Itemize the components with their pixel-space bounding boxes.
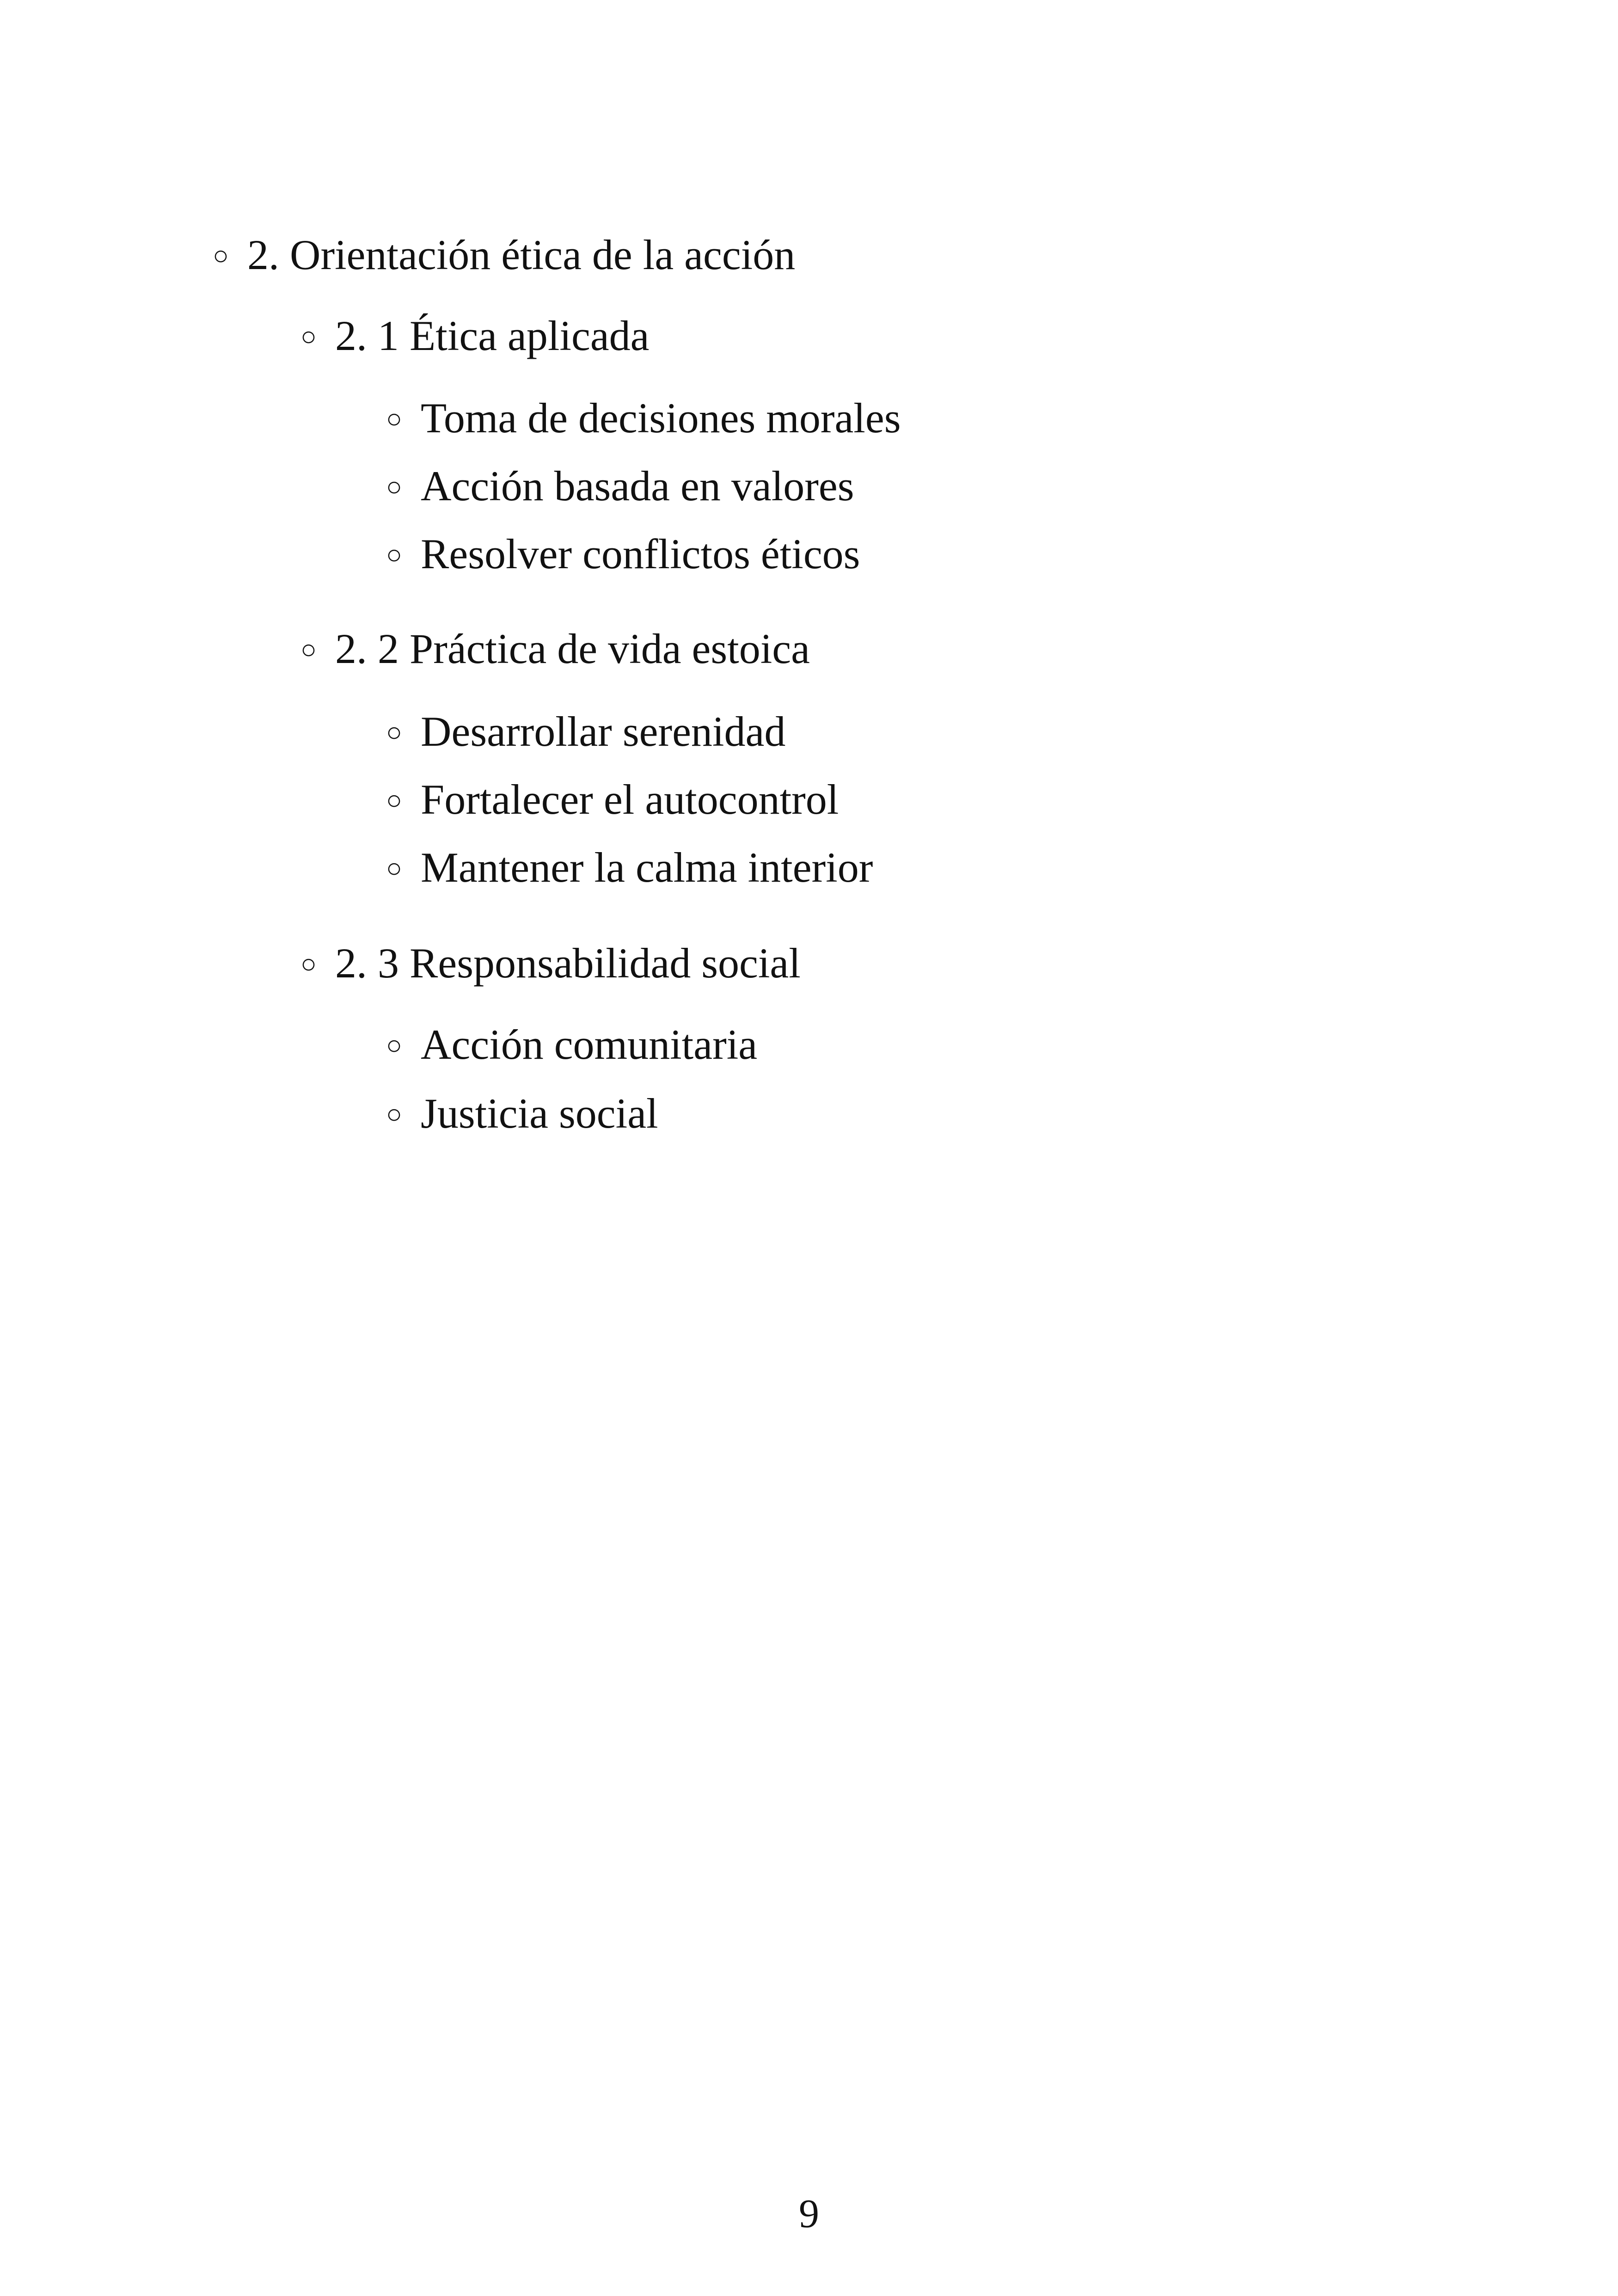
- outline-section-2: [213, 233, 795, 276]
- outline-item-label: Toma de decisiones morales: [421, 394, 901, 442]
- outline-subsection-label: 2. 2 Práctica de vida estoica: [335, 625, 810, 672]
- outline-item: [386, 1092, 658, 1135]
- outline-item-label: Resolver conflictos éticos: [421, 530, 860, 577]
- hollow-circle-bullet-icon: ○: [386, 1099, 403, 1129]
- outline-section-label: 2. Orientación ética de la acción: [247, 231, 796, 278]
- hollow-circle-bullet-icon: ○: [386, 403, 403, 434]
- outline-item-label: Desarrollar serenidad: [421, 708, 786, 755]
- outline-subsection-2-2: [300, 627, 810, 670]
- hollow-circle-bullet-icon: ○: [213, 240, 229, 270]
- outline-item: [386, 394, 901, 442]
- outline-item-label: Acción comunitaria: [421, 1021, 758, 1068]
- hollow-circle-bullet-icon: ○: [386, 717, 403, 747]
- outline-item: [386, 846, 873, 889]
- page-number: 9: [799, 2192, 819, 2236]
- outline-item: [386, 1023, 757, 1066]
- hollow-circle-bullet-icon: ○: [300, 321, 317, 351]
- hollow-circle-bullet-icon: ○: [386, 539, 403, 570]
- outline-item-label: Fortalecer el autocontrol: [421, 776, 839, 823]
- outline-item-label: Mantener la calma interior: [421, 844, 873, 891]
- outline-subsection-2-1: [300, 314, 650, 357]
- outline-item-label: Justicia social: [421, 1090, 658, 1137]
- hollow-circle-bullet-icon: ○: [386, 1030, 403, 1060]
- hollow-circle-bullet-icon: ○: [300, 948, 317, 979]
- outline-item: [386, 530, 860, 577]
- outline-item: [386, 462, 854, 510]
- outline-subsection-2-3: [300, 939, 801, 987]
- outline-subsection-label: 2. 3 Responsabilidad social: [335, 939, 801, 987]
- hollow-circle-bullet-icon: ○: [386, 853, 403, 883]
- outline-subsection-label: 2. 1 Ética aplicada: [335, 312, 650, 359]
- outline-item: [386, 710, 785, 753]
- outline-item-label: Acción basada en valores: [421, 462, 854, 510]
- hollow-circle-bullet-icon: ○: [386, 785, 403, 815]
- hollow-circle-bullet-icon: ○: [386, 471, 403, 502]
- hollow-circle-bullet-icon: ○: [300, 634, 317, 664]
- outline-item: [386, 778, 839, 821]
